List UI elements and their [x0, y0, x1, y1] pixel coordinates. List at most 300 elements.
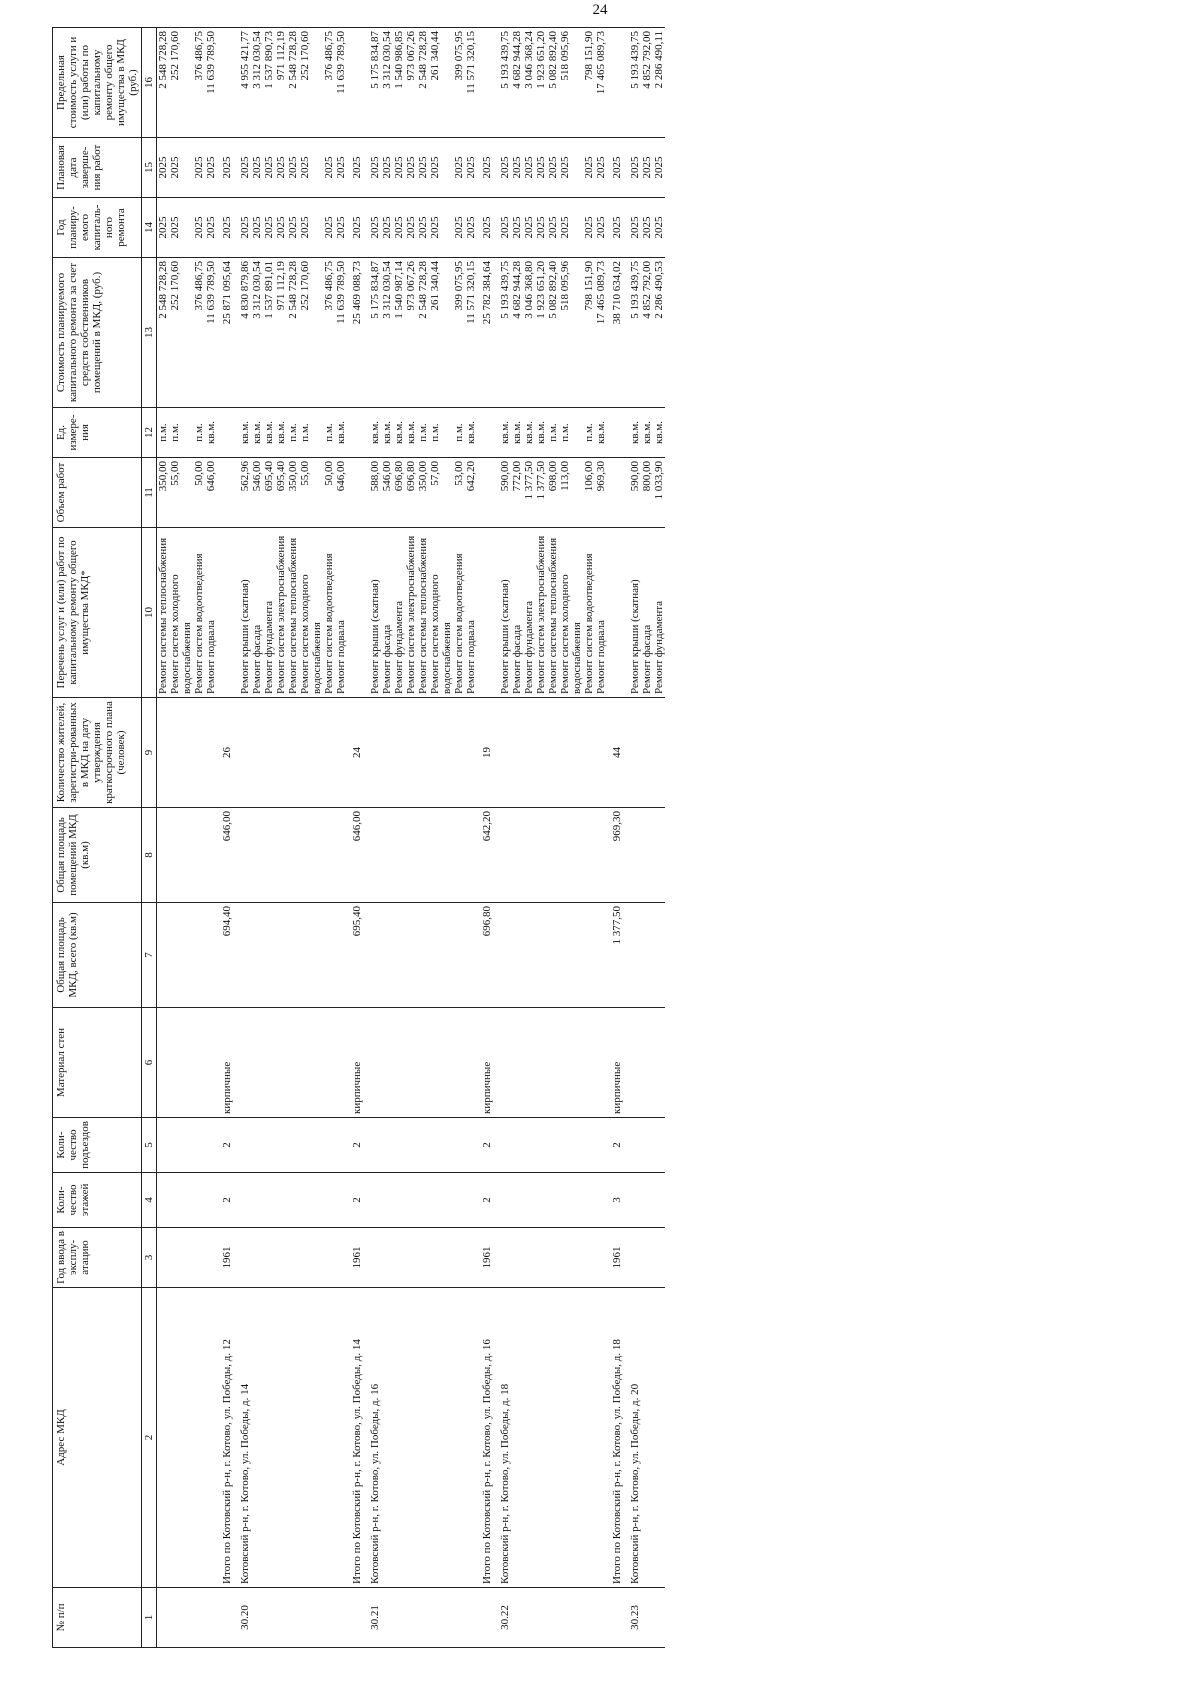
cell-col-13: 376 486,75 [323, 258, 335, 408]
total-row [217, 28, 237, 1648]
cell-col-16: 1 540 986,85 [393, 28, 405, 138]
cell-col-3 [653, 1228, 665, 1288]
cell-col-2 [335, 1288, 347, 1588]
cell-col-12: кв.м. [393, 408, 405, 458]
cell-col-4 [535, 1173, 547, 1228]
cell-col-3 [497, 1228, 511, 1288]
cell-col-6 [193, 1008, 205, 1118]
cell-col-15: 2025 [287, 138, 299, 198]
cell-col-13: 11 639 789,50 [335, 258, 347, 408]
cell-col-12: п.м. [547, 408, 559, 458]
cell-col-5 [595, 1118, 607, 1173]
cell-col-16: 5 193 439,75 [497, 28, 511, 138]
cell-col-14: 2025 [559, 198, 583, 258]
cell-col-5 [157, 1118, 170, 1173]
cell-col-9 [335, 698, 347, 808]
cell-col-7: 694,40 [217, 903, 237, 1008]
cell-col-2 [169, 1288, 193, 1588]
cell-col-6 [583, 1008, 595, 1118]
cell-col-16: 376 486,75 [193, 28, 205, 138]
cell-col-3 [465, 1228, 477, 1288]
cell-col-10: Ремонт фасада [381, 528, 393, 698]
cell-col-12: кв.м. [511, 408, 523, 458]
cell-col-8 [559, 808, 583, 903]
cell-col-3 [547, 1228, 559, 1288]
cell-col-6 [417, 1008, 429, 1118]
cell-col-16 [607, 28, 627, 138]
cell-col-1 [263, 1588, 275, 1648]
cell-col-7 [335, 903, 347, 1008]
cell-col-10: Ремонт фундамента [523, 528, 535, 698]
cell-col-8 [251, 808, 263, 903]
cell-col-6 [367, 1008, 381, 1118]
cell-col-16: 3 312 030,54 [381, 28, 393, 138]
cell-col-3 [193, 1228, 205, 1288]
cell-col-10: Ремонт фундамента [393, 528, 405, 698]
cell-col-8 [237, 808, 251, 903]
cell-col-14: 2025 [583, 198, 595, 258]
cell-col-3: 1961 [217, 1228, 237, 1288]
cell-col-10: Ремонт систем электроснабжения [405, 528, 417, 698]
work-row [547, 28, 559, 1648]
cell-col-3 [535, 1228, 547, 1288]
cell-col-5 [559, 1118, 583, 1173]
cell-col-15: 2025 [367, 138, 381, 198]
cell-col-16: 252 170,60 [299, 28, 323, 138]
cell-col-15: 2025 [405, 138, 417, 198]
cell-col-15: 2025 [559, 138, 583, 198]
cell-col-8: 646,00 [217, 808, 237, 903]
cell-col-7 [205, 903, 217, 1008]
cell-col-11 [347, 458, 367, 528]
work-row [275, 28, 287, 1648]
cell-col-8 [497, 808, 511, 903]
cell-col-15: 2025 [523, 138, 535, 198]
cell-col-2: Котовский р-н, г. Котово, ул. Победы, д. 14 [237, 1288, 251, 1588]
column-number: 2 [142, 1288, 157, 1588]
cell-col-13: 518 095,96 [559, 258, 583, 408]
cell-col-5 [193, 1118, 205, 1173]
cell-col-8 [547, 808, 559, 903]
cell-col-2: Котовский р-н, г. Котово, ул. Победы, д. 20 [627, 1288, 641, 1588]
cell-col-9 [523, 698, 535, 808]
cell-col-6 [263, 1008, 275, 1118]
cell-col-7 [193, 903, 205, 1008]
cell-col-8: 642,20 [477, 808, 497, 903]
cell-col-3 [393, 1228, 405, 1288]
cell-col-7 [583, 903, 595, 1008]
cell-col-9 [237, 698, 251, 808]
cell-col-15: 2025 [299, 138, 323, 198]
cell-col-12: кв.м. [497, 408, 511, 458]
cell-col-5 [405, 1118, 417, 1173]
cell-col-12: кв.м. [465, 408, 477, 458]
cell-col-10: Ремонт систем водоотведения [453, 528, 465, 698]
cell-col-12: п.м. [193, 408, 205, 458]
cell-col-2 [287, 1288, 299, 1588]
cell-col-16: 11 639 789,50 [335, 28, 347, 138]
cell-col-2 [393, 1288, 405, 1588]
cell-col-13: 25 469 088,73 [347, 258, 367, 408]
cell-col-1 [417, 1588, 429, 1648]
cell-col-7 [429, 903, 453, 1008]
cell-col-14: 2025 [323, 198, 335, 258]
cell-col-2 [511, 1288, 523, 1588]
cell-col-7 [299, 903, 323, 1008]
cell-col-1 [251, 1588, 263, 1648]
cell-col-12: п.м. [417, 408, 429, 458]
cell-col-1 [205, 1588, 217, 1648]
cell-col-7 [367, 903, 381, 1008]
column-header-1: № п/п [53, 1588, 142, 1648]
cell-col-16: 971 112,19 [275, 28, 287, 138]
cell-col-5 [323, 1118, 335, 1173]
cell-col-5 [547, 1118, 559, 1173]
cell-col-6 [169, 1008, 193, 1118]
cell-col-4 [299, 1173, 323, 1228]
cell-col-10: Ремонт крыши (скатная) [497, 528, 511, 698]
cell-col-2 [547, 1288, 559, 1588]
cell-col-14: 2025 [595, 198, 607, 258]
cell-col-14: 2025 [607, 198, 627, 258]
cell-col-7 [237, 903, 251, 1008]
cell-col-14: 2025 [263, 198, 275, 258]
cell-col-3 [335, 1228, 347, 1288]
cell-col-6 [287, 1008, 299, 1118]
column-number: 12 [142, 408, 157, 458]
cell-col-12: кв.м. [535, 408, 547, 458]
cell-col-15: 2025 [217, 138, 237, 198]
cell-col-13: 1 537 891,01 [263, 258, 275, 408]
column-header-4: Коли-чество этажей [53, 1173, 142, 1228]
cell-col-4 [367, 1173, 381, 1228]
cell-col-10: Ремонт фундамента [263, 528, 275, 698]
cell-col-8 [299, 808, 323, 903]
cell-col-16: 252 170,60 [169, 28, 193, 138]
cell-col-10: Ремонт крыши (скатная) [627, 528, 641, 698]
cell-col-16: 3 312 030,54 [251, 28, 263, 138]
cell-col-1 [347, 1588, 367, 1648]
column-number: 11 [142, 458, 157, 528]
cell-col-5: 2 [217, 1118, 237, 1173]
cell-col-6 [523, 1008, 535, 1118]
cell-col-13: 798 151,90 [583, 258, 595, 408]
cell-col-2 [429, 1288, 453, 1588]
cell-col-16: 3 046 368,24 [523, 28, 535, 138]
work-row [595, 28, 607, 1648]
cell-col-9 [299, 698, 323, 808]
cell-col-14: 2025 [299, 198, 323, 258]
cell-col-9 [169, 698, 193, 808]
cell-col-10: Ремонт системы теплоснабжения [287, 528, 299, 698]
cell-col-16: 17 465 089,73 [595, 28, 607, 138]
cell-col-11: 1 033,90 [653, 458, 665, 528]
cell-col-1: 30.23 [627, 1588, 641, 1648]
cell-col-15: 2025 [157, 138, 170, 198]
cell-col-7 [393, 903, 405, 1008]
cell-col-9: 26 [217, 698, 237, 808]
cell-col-10: Ремонт систем электроснабжения [275, 528, 287, 698]
table-body [157, 28, 666, 1648]
cell-col-13: 376 486,75 [193, 258, 205, 408]
cell-col-14: 2025 [193, 198, 205, 258]
cell-col-15: 2025 [237, 138, 251, 198]
cell-col-2 [193, 1288, 205, 1588]
work-row [405, 28, 417, 1648]
cell-col-1 [299, 1588, 323, 1648]
cell-col-14: 2025 [335, 198, 347, 258]
cell-col-16: 5 175 834,87 [367, 28, 381, 138]
cell-col-12: п.м. [429, 408, 453, 458]
cell-col-1 [535, 1588, 547, 1648]
column-header-2: Адрес МКД [53, 1288, 142, 1588]
cell-col-13: 4 852 792,00 [641, 258, 653, 408]
cell-col-2: Итого по Котовский р-н, г. Котово, ул. Победы, д. 12 [217, 1288, 237, 1588]
cell-col-15: 2025 [641, 138, 653, 198]
work-row [535, 28, 547, 1648]
cell-col-11: 800,00 [641, 458, 653, 528]
cell-col-8 [323, 808, 335, 903]
cell-col-7 [523, 903, 535, 1008]
column-number: 6 [142, 1008, 157, 1118]
cell-col-1 [169, 1588, 193, 1648]
work-row [193, 28, 205, 1648]
column-header-6: Материал стен [53, 1008, 142, 1118]
cell-col-8 [465, 808, 477, 903]
cell-col-13: 1 540 987,14 [393, 258, 405, 408]
cell-col-8 [453, 808, 465, 903]
cell-col-15: 2025 [627, 138, 641, 198]
cell-col-8 [169, 808, 193, 903]
cell-col-2 [641, 1288, 653, 1588]
cell-col-14: 2025 [523, 198, 535, 258]
cell-col-14: 2025 [465, 198, 477, 258]
work-row [465, 28, 477, 1648]
cell-col-1 [323, 1588, 335, 1648]
cell-col-8 [511, 808, 523, 903]
cell-col-13: 11 639 789,50 [205, 258, 217, 408]
cell-col-13: 2 286 490,53 [653, 258, 665, 408]
cell-col-5 [205, 1118, 217, 1173]
cell-col-12 [347, 408, 367, 458]
cell-col-15: 2025 [547, 138, 559, 198]
cell-col-1 [511, 1588, 523, 1648]
cell-col-3 [511, 1228, 523, 1288]
cell-col-9 [417, 698, 429, 808]
cell-col-1 [547, 1588, 559, 1648]
cell-col-16: 5 193 439,75 [627, 28, 641, 138]
cell-col-1 [217, 1588, 237, 1648]
work-row [429, 28, 453, 1648]
cell-col-14: 2025 [405, 198, 417, 258]
cell-col-5 [523, 1118, 535, 1173]
cell-col-8 [429, 808, 453, 903]
cell-col-13: 5 193 439,75 [627, 258, 641, 408]
cell-col-4 [381, 1173, 393, 1228]
cell-col-7 [417, 903, 429, 1008]
cell-col-7 [653, 903, 665, 1008]
cell-col-11: 646,00 [205, 458, 217, 528]
cell-col-4 [287, 1173, 299, 1228]
cell-col-15: 2025 [653, 138, 665, 198]
cell-col-5 [237, 1118, 251, 1173]
cell-col-4: 2 [217, 1173, 237, 1228]
cell-col-15: 2025 [465, 138, 477, 198]
cell-col-6 [299, 1008, 323, 1118]
column-number-row [142, 28, 157, 1648]
cell-col-9 [205, 698, 217, 808]
cell-col-11: 969,30 [595, 458, 607, 528]
cell-col-10: Ремонт подвала [595, 528, 607, 698]
cell-col-4 [263, 1173, 275, 1228]
cell-col-10: Ремонт систем холодного водоснабжения [429, 528, 453, 698]
cell-col-2 [523, 1288, 535, 1588]
cell-col-7 [453, 903, 465, 1008]
cell-col-2 [157, 1288, 170, 1588]
cell-col-16: 5 082 892,40 [547, 28, 559, 138]
cell-col-14: 2025 [169, 198, 193, 258]
cell-col-14: 2025 [535, 198, 547, 258]
cell-col-9 [405, 698, 417, 808]
cell-col-4 [595, 1173, 607, 1228]
cell-col-5 [417, 1118, 429, 1173]
cell-col-4 [511, 1173, 523, 1228]
cell-col-14: 2025 [237, 198, 251, 258]
cell-col-5 [653, 1118, 665, 1173]
cell-col-4 [405, 1173, 417, 1228]
column-header-9: Количество жителей, зарегистри-рованных в МКД на дату утверждения краткосрочного плана (человек) [53, 698, 142, 808]
total-row [607, 28, 627, 1648]
cell-col-15: 2025 [607, 138, 627, 198]
house-first-row [237, 28, 251, 1648]
work-row [287, 28, 299, 1648]
cell-col-1 [275, 1588, 287, 1648]
cell-col-16: 399 075,95 [453, 28, 465, 138]
cell-col-3 [523, 1228, 535, 1288]
cell-col-6 [237, 1008, 251, 1118]
cell-col-6 [653, 1008, 665, 1118]
work-row [393, 28, 405, 1648]
cell-col-10: Ремонт крыши (скатная) [237, 528, 251, 698]
cell-col-5: 2 [607, 1118, 627, 1173]
cell-col-14: 2025 [217, 198, 237, 258]
cell-col-7: 696,80 [477, 903, 497, 1008]
cell-col-8 [381, 808, 393, 903]
cell-col-5 [393, 1118, 405, 1173]
column-header-14: Год планиру-емого капиталь-ного ремонта [53, 198, 142, 258]
cell-col-10: Ремонт подвала [465, 528, 477, 698]
cell-col-7: 695,40 [347, 903, 367, 1008]
cell-col-10 [477, 528, 497, 698]
cell-col-8 [287, 808, 299, 903]
cell-col-8 [367, 808, 381, 903]
cell-col-14: 2025 [511, 198, 523, 258]
cell-col-5 [251, 1118, 263, 1173]
cell-col-13: 25 871 095,64 [217, 258, 237, 408]
work-row [205, 28, 217, 1648]
cell-col-6 [535, 1008, 547, 1118]
cell-col-9 [453, 698, 465, 808]
cell-col-2 [405, 1288, 417, 1588]
column-number: 16 [142, 28, 157, 138]
cell-col-5 [335, 1118, 347, 1173]
cell-col-10: Ремонт системы теплоснабжения [417, 528, 429, 698]
cell-col-1 [287, 1588, 299, 1648]
cell-col-16: 4 955 421,77 [237, 28, 251, 138]
cell-col-7 [627, 903, 641, 1008]
cell-col-11: 696,80 [405, 458, 417, 528]
cell-col-6: кирпичные [477, 1008, 497, 1118]
cell-col-8 [595, 808, 607, 903]
cell-col-6 [627, 1008, 641, 1118]
cell-col-10: Ремонт системы теплоснабжения [547, 528, 559, 698]
cell-col-6 [547, 1008, 559, 1118]
cell-col-15: 2025 [497, 138, 511, 198]
cell-col-11: 695,40 [275, 458, 287, 528]
cell-col-10: Ремонт систем холодного водоснабжения [299, 528, 323, 698]
cell-col-3: 1961 [477, 1228, 497, 1288]
cell-col-1 [429, 1588, 453, 1648]
cell-col-5 [429, 1118, 453, 1173]
cell-col-4 [559, 1173, 583, 1228]
cell-col-5 [497, 1118, 511, 1173]
cell-col-2 [299, 1288, 323, 1588]
cell-col-3 [169, 1228, 193, 1288]
cell-col-14: 2025 [627, 198, 641, 258]
cell-col-5 [465, 1118, 477, 1173]
cell-col-1 [335, 1588, 347, 1648]
cell-col-13: 261 340,44 [429, 258, 453, 408]
cell-col-7 [405, 903, 417, 1008]
cell-col-1: 30.21 [367, 1588, 381, 1648]
cell-col-4: 2 [477, 1173, 497, 1228]
cell-col-13: 3 046 368,80 [523, 258, 535, 408]
cell-col-1 [477, 1588, 497, 1648]
cell-col-10: Ремонт фасада [511, 528, 523, 698]
cell-col-12: п.м. [559, 408, 583, 458]
work-row [169, 28, 193, 1648]
cell-col-10: Ремонт систем холодного водоснабжения [169, 528, 193, 698]
cell-col-16: 518 095,96 [559, 28, 583, 138]
house-first-row [367, 28, 381, 1648]
cell-col-10: Ремонт систем водоотведения [193, 528, 205, 698]
column-number: 1 [142, 1588, 157, 1648]
cell-col-9 [193, 698, 205, 808]
cell-col-13: 252 170,60 [169, 258, 193, 408]
cell-col-5 [299, 1118, 323, 1173]
cell-col-13: 1 923 651,20 [535, 258, 547, 408]
cell-col-11: 106,00 [583, 458, 595, 528]
work-row [335, 28, 347, 1648]
cell-col-2 [653, 1288, 665, 1588]
cell-col-14: 2025 [393, 198, 405, 258]
cell-col-1 [653, 1588, 665, 1648]
cell-col-2 [595, 1288, 607, 1588]
cell-col-12: п.м. [157, 408, 170, 458]
cell-col-13: 3 312 030,54 [381, 258, 393, 408]
cell-col-6: кирпичные [607, 1008, 627, 1118]
cell-col-16: 11 571 320,15 [465, 28, 477, 138]
cell-col-4 [335, 1173, 347, 1228]
cell-col-10: Ремонт фундамента [653, 528, 665, 698]
cell-col-15: 2025 [583, 138, 595, 198]
column-number: 7 [142, 903, 157, 1008]
rotated-page [52, 31, 1200, 1648]
work-row [263, 28, 275, 1648]
cell-col-12: п.м. [323, 408, 335, 458]
cell-col-3: 1961 [607, 1228, 627, 1288]
cell-col-7 [275, 903, 287, 1008]
